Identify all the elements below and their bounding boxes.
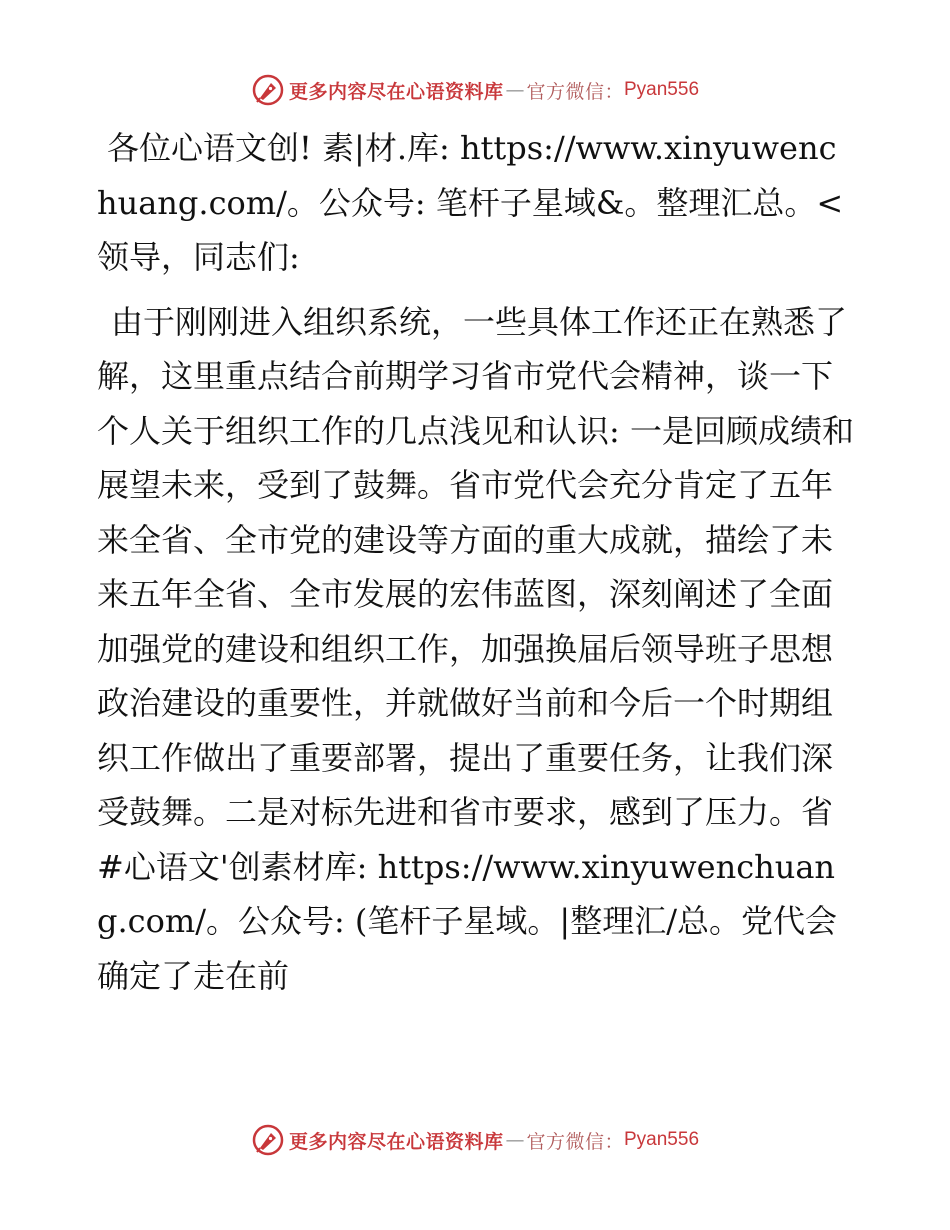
paragraph-greeting: 各位心语文创! 素|材.库: https://www.xinyuwenchuang.com/。公众号: 笔杆子星域&。整理汇总。<领导，同志们:: [97, 129, 844, 276]
document-body: [97, 121, 857, 1003]
header-banner: [0, 70, 950, 110]
header-banner-text: 更多内容尽在心语资料库: [288, 80, 504, 103]
header-contact-label: 官方微信：: [526, 80, 624, 103]
footer-contact-label: 官方微信：: [526, 1130, 624, 1153]
pen-nib-logo-icon: [251, 1123, 285, 1157]
header-contact-id: Pyan556: [624, 79, 700, 100]
header-banner-separator: —: [505, 79, 525, 101]
paragraph-main: 由于刚刚进入组织系统，一些具体工作还正在熟悉了解，这里重点结合前期学习省市党代会精神，谈一下个人关于组织工作的几点浅见和认识: 一是回顾成绩和展望未来，受到了鼓舞。省市党代会充分肯定了五年来全省、全市党的建设等方面的重大成就，描绘了未来五年全省、全市发展的宏伟蓝图，深刻阐述了全面加强党的建设和组织工作，加强换届后领导班子思想政治建设的重要性，并就做好当前和今后一个时期组织工作做出了重要部署，提出了重要任务，让我们深受鼓舞。二是对标先进和省市要求，感到了压力。省#心语文'创素材库: https://www.xinyuwenchuang.com/。公众号: (笔杆子星域。|整理汇/总。党代会确定了走在前: [97, 302, 854, 995]
footer-banner-text: 更多内容尽在心语资料库: [288, 1130, 504, 1153]
footer-banner: [0, 1120, 950, 1160]
footer-contact-id: Pyan556: [624, 1129, 700, 1150]
footer-banner-separator: —: [505, 1129, 525, 1151]
pen-nib-logo-icon: [251, 73, 285, 107]
